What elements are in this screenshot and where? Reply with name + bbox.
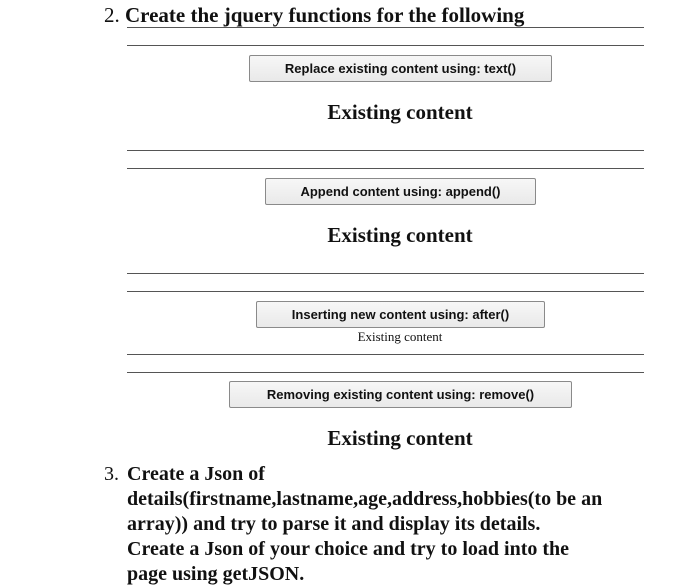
existing-content-paragraph: Existing content [327,223,473,247]
divider-line [127,45,644,46]
existing-content-paragraph: Existing content [327,100,473,124]
question-3-line: Create a Json of [127,463,265,485]
remove-content-button[interactable]: Removing existing content using: remove() [229,381,572,408]
question-2-heading [104,3,524,27]
question-3-line: page using getJSON. [127,563,305,585]
divider-line [127,291,644,292]
divider-line [127,168,644,169]
append-content-button[interactable]: Append content using: append() [265,178,536,205]
divider-line [127,273,644,274]
question-3-line: Create a Json of your choice and try to load into the [127,538,570,560]
replace-text-button[interactable]: Replace existing content using: text() [249,55,552,82]
question-2-title: Create the jquery functions for the following [125,3,525,27]
question-3-line: details(firstname,lastname,age,address,hobbies(to be an [127,488,603,510]
existing-content-paragraph: Existing content [357,329,443,344]
question-2-number: 2. [104,3,120,27]
question-3-text [127,462,667,587]
insert-after-button[interactable]: Inserting new content using: after() [256,301,545,328]
divider-line [127,27,644,28]
existing-content-paragraph: Existing content [327,426,473,450]
question-3-line: array)) and try to parse it and display its details. [127,513,541,535]
question-3-number: 3. [104,463,119,485]
divider-line [127,372,644,373]
divider-line [127,354,644,355]
divider-line [127,150,644,151]
